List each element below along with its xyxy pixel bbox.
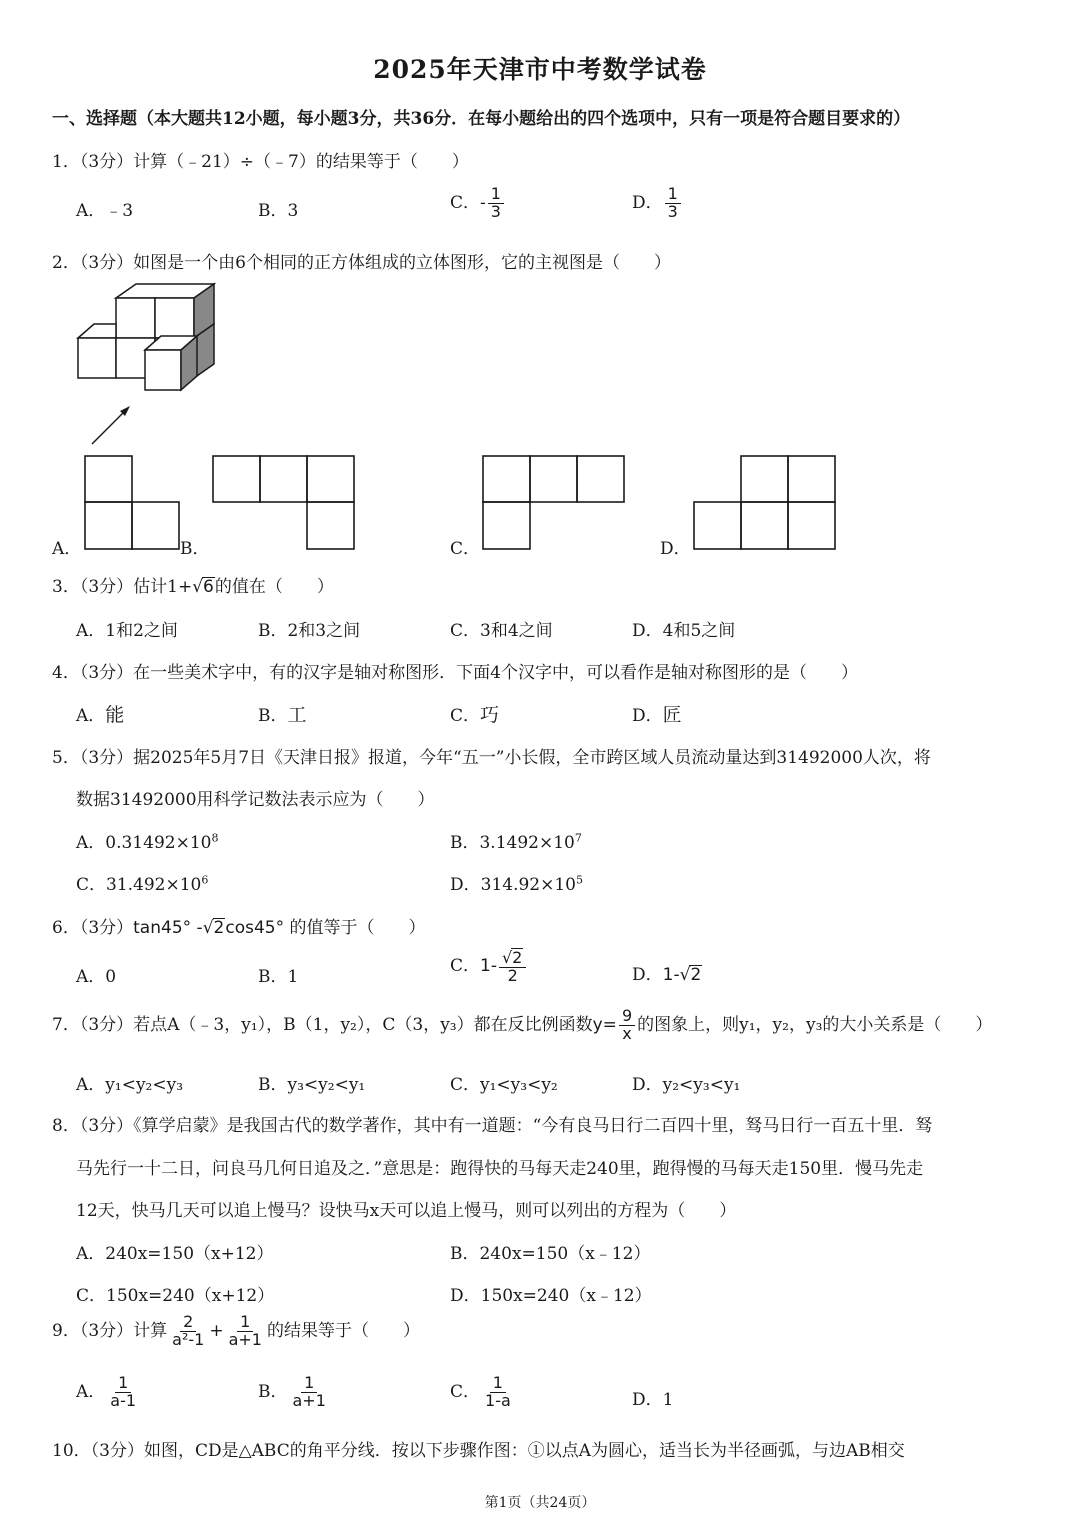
q5-option-c: C．$31.492\times 10^6$ (76, 873, 209, 895)
q8-option-a: A．240x=150（x+12） (76, 1244, 274, 1264)
q6-option-b: B．1 (258, 967, 299, 987)
q5-option-d: D．$314.92\times 10^5$ (450, 873, 583, 895)
q7-option-d: D．y₂<y₃<y₁ (632, 1075, 741, 1095)
q6-option-c: C．1- $\frac{√2}{2}$ (450, 948, 528, 985)
question-8-stem-line-1: 8．（3分）《算学启蒙》是我国古代的数学著作，其中有一道题：“今有良马日行二百四十里，驽马日行一百五十里．驽 (52, 1116, 933, 1136)
q4-option-c: C．巧 (450, 704, 500, 726)
question-8-stem-line-3: 12天，快马几天可以追上慢马？设快马x天可以追上慢马，则可以列出的方程为（ ） (76, 1201, 737, 1221)
q1-option-c: C．- $\frac{1}{3}$ (450, 186, 506, 221)
question-5-stem-line-1: 5．（3分）据2025年5月7日《天津日报》报道，今年“五一”小长假，全市跨区域人员流动量达到31492000人次，将 (52, 748, 931, 768)
q3-option-a: A．1和2之间 (76, 621, 178, 641)
q9-option-d: D．1 (632, 1390, 674, 1410)
question-6-stem: 6．（3分）tan45° -√2cos45° 的值等于（ ） (52, 918, 426, 938)
q2-option-c-view (482, 455, 628, 551)
q2-option-b-view (212, 455, 358, 551)
question-3-stem: 3．（3分）估计1+√6的值在（ ） (52, 577, 334, 597)
q8-option-c: C．150x=240（x+12） (76, 1286, 275, 1306)
q6-option-a: A．0 (76, 967, 117, 987)
q5-option-b: B．$3.1492\times 10^7$ (450, 831, 582, 853)
q8-option-b: B．240x=150（x﹣12） (450, 1244, 651, 1264)
q2-option-d-view (693, 455, 839, 551)
q4-option-b: B．工 (258, 704, 307, 726)
q1-option-d: D． $\frac{1}{3}$ (632, 186, 683, 221)
question-8-stem-line-2: 马先行一十二日，问良马几何日追及之．”意思是：跑得快的马每天走240里，跑得慢的马每天走150里．慢马先走 (76, 1159, 924, 1179)
question-7-stem: 7．（3分）若点A（﹣3，y₁），B（1，y₂），C（3，y₃）都在反比例函数y= $\frac{9}{x}$ 的图象上，则y₁，y₂，y₃的大小关系是（ ） (52, 1006, 993, 1043)
q4-option-d: D．匠 (632, 704, 682, 726)
q9-option-b: B． $\frac{1}{a+1}$ (258, 1373, 326, 1410)
question-9-stem: 9．（3分）计算 $\frac{2}{\text{a²-1}}$ + $\frac{1}{a+1}$ 的结果等于（ ） (52, 1312, 420, 1349)
cube-figure (70, 278, 220, 448)
q9-option-c: C． $\frac{1}{1-a}$ (450, 1373, 511, 1410)
q4-option-a: A．能 (76, 704, 125, 726)
question-5-stem-line-2: 数据31492000用科学记数法表示应为（ ） (76, 790, 435, 810)
q7-option-c: C．y₁<y₃<y₂ (450, 1075, 558, 1095)
question-10-stem: 10．（3分）如图，CD是△ABC的角平分线．按以下步骤作图：①以点A为圆心，适当长为半径画弧，与边AB相交 (52, 1441, 905, 1461)
q2-option-d-label: D． (660, 539, 691, 559)
q2-option-c-label: C． (450, 539, 481, 559)
q6-option-d: D．1-√2 (632, 965, 702, 985)
q1-option-a: A．﹣3 (76, 201, 134, 221)
q2-option-a-label: A． (52, 539, 82, 559)
q1-option-b: B．3 (258, 201, 299, 221)
section-heading: 一、选择题（本大题共12小题，每小题3分，共36分．在每小题给出的四个选项中，只有一项是符合题目要求的） (52, 109, 911, 129)
q3-option-d: D．4和5之间 (632, 621, 736, 641)
page-footer: 第1页（共24页） (484, 1495, 596, 1511)
q7-option-b: B．y₃<y₂<y₁ (258, 1075, 366, 1095)
q8-option-d: D．150x=240（x﹣12） (450, 1286, 652, 1306)
q3-option-b: B．2和3之间 (258, 621, 361, 641)
q5-option-a: A．$0.31492\times 10^8$ (76, 831, 219, 853)
page-title: 2025年天津市中考数学试卷 (373, 55, 707, 84)
question-4-stem: 4．（3分）在一些美术字中，有的汉字是轴对称图形．下面4个汉字中，可以看作是轴对称图形的是（ ） (52, 663, 858, 683)
question-2-stem: 2．（3分）如图是一个由6个相同的正方体组成的立体图形，它的主视图是（ ） (52, 253, 671, 273)
q2-option-a-view (84, 455, 182, 551)
q2-option-b-label: B． (180, 539, 210, 559)
q3-option-c: C．3和4之间 (450, 621, 553, 641)
question-1-stem: 1．（3分）计算（﹣21）÷（﹣7）的结果等于（ ） (52, 152, 469, 172)
q7-option-a: A．y₁<y₂<y₃ (76, 1075, 184, 1095)
q9-option-a: A． $\frac{1}{a-1}$ (76, 1373, 137, 1410)
